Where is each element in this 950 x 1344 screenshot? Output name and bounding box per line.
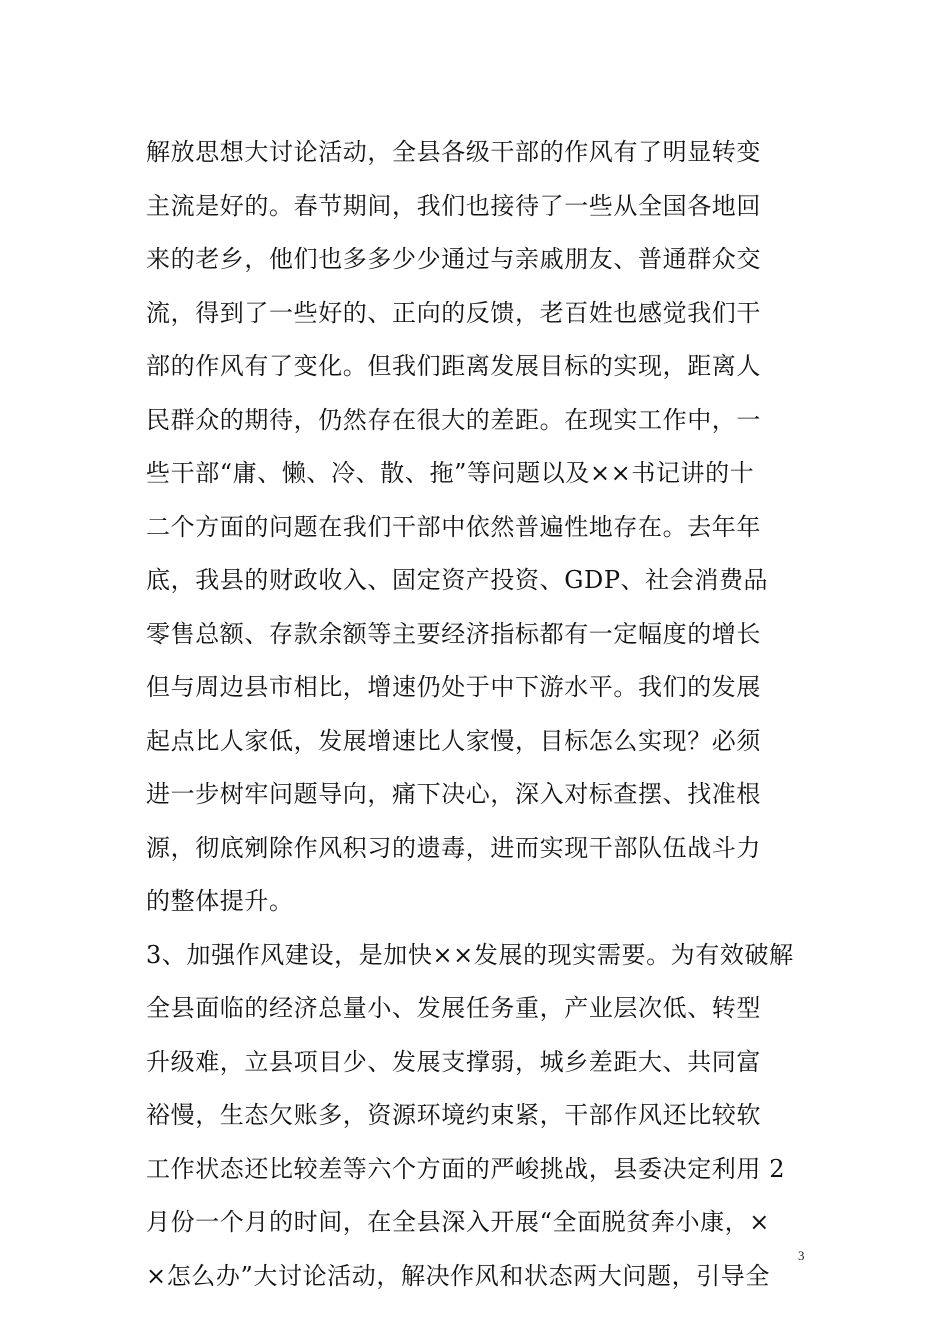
text-line: 流，得到了一些好的、正向的反馈，老百姓也感觉我们干: [146, 298, 761, 327]
text-line: 全县面临的经济总量小、发展任务重，产业层次低、转型: [146, 994, 761, 1022]
text-line: 进一步树牢问题导向，痛下决心，深入对标查摆、找准根: [146, 780, 761, 808]
text-line: 裕慢，生态欠账多，资源环境约束紧，干部作风还比较软: [146, 1101, 761, 1129]
text-line: 零售总额、存款余额等主要经济指标都有一定幅度的增长: [146, 619, 761, 648]
text-line: 升级难，立县项目少、发展支撑弱，城乡差距大、共同富: [146, 1047, 761, 1076]
text-line: 底，我县的财政收入、固定资产投资、GDP、社会消费品: [146, 566, 769, 594]
text-line: 些干部“庸、懒、冷、散、拖”等问题以及××书记讲的十: [146, 459, 755, 487]
text-line: 来的老乡，他们也多多少少通过与亲戚朋友、普通群众交: [146, 245, 761, 273]
text-line: 主流是好的。春节期间，我们也接待了一些从全国各地回: [146, 191, 761, 220]
text-line: 二个方面的问题在我们干部中依然普遍性地存在。去年年: [146, 512, 761, 541]
text-line: 月份一个月的时间，在全县深入开展“全面脱贫奔小康，×: [146, 1208, 770, 1236]
text-line: 源，彻底剜除作风积习的遗毒，进而实现干部队伍战斗力: [146, 833, 761, 862]
text-line: 部的作风有了变化。但我们距离发展目标的实现，距离人: [146, 352, 761, 380]
text-line: 但与周边县市相比，增速仍处于中下游水平。我们的发展: [146, 673, 761, 701]
section-heading-line: 3、加强作风建设，是加快××发展的现实需要。为有效破解: [146, 940, 794, 969]
text-line: 工作状态还比较差等六个方面的严峻挑战，县委决定利用 2: [146, 1154, 786, 1183]
page-number: 3: [798, 1248, 805, 1263]
text-line: ×怎么办”大讨论活动，解决作风和状态两大问题，引导全: [146, 1261, 770, 1290]
text-line: 的整体提升。: [146, 887, 294, 915]
text-line: 民群众的期待，仍然存在很大的差距。在现实工作中，一: [146, 405, 761, 434]
text-line: 解放思想大讨论活动，全县各级干部的作风有了明显转变: [146, 138, 761, 166]
text-line: 起点比人家低，发展增速比人家慢，目标怎么实现？必须: [146, 726, 761, 755]
body-text: [146, 126, 816, 1303]
